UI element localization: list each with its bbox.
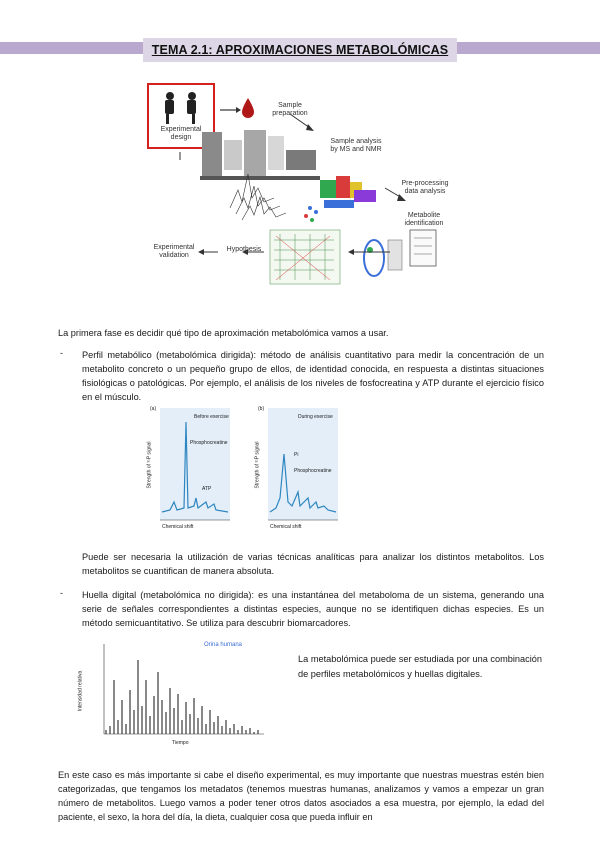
label-hypothesis: Hypothesis bbox=[226, 246, 262, 253]
huella-paragraph: Huella digital (metabolómica no dirigida): es una instantánea del metaboloma de un sistema, generando una serie de señales correspondientes a distintas especies, aunque no se identifiquen dichas especies. Es un método semicuantitativo. Se utiliza para descubrir biomarcadores. bbox=[82, 590, 544, 628]
nmr-b-panel: (b) bbox=[258, 406, 265, 412]
people-icon bbox=[165, 92, 196, 124]
ms-spectrum-figure bbox=[77, 640, 272, 752]
nmr-spectrum-during bbox=[254, 402, 342, 534]
label-analysis: Sample analysis by MS and NMR bbox=[330, 138, 382, 153]
label-validation: Experimental validation bbox=[153, 244, 195, 259]
scatter-plot-icon bbox=[304, 206, 318, 222]
nmr-spectrum-before bbox=[146, 402, 234, 534]
title-box bbox=[143, 38, 457, 62]
molecule-icon bbox=[364, 240, 384, 276]
nmr-a-condition: Before exercise bbox=[194, 414, 229, 420]
nmr-a-yaxis: Strength of ³¹P signal bbox=[146, 441, 153, 489]
nmr-b-xaxis: Chemical shift bbox=[270, 524, 302, 530]
spectra-stack-icon bbox=[230, 174, 286, 220]
ms-yaxis: Intensidad relativa bbox=[77, 670, 84, 712]
nmr-a-peak1: Phosphocreatine bbox=[190, 440, 228, 446]
bullet-dash-2: - bbox=[60, 588, 63, 598]
instruments-icon bbox=[200, 130, 320, 180]
nmr-b-condition: During exercise bbox=[298, 414, 333, 420]
label-design: Experimental design bbox=[160, 126, 202, 141]
bullet-dash: - bbox=[60, 348, 63, 358]
nmr-a-xaxis: Chemical shift bbox=[162, 524, 194, 530]
ms-graphic bbox=[86, 640, 272, 752]
ms-xaxis: Tiempo bbox=[172, 740, 189, 746]
disenio-paragraph: En este caso es más importante si cabe el diseño experimental, es muy importante que nuestras muestras estén bien categorizadas, que tengamos los metadatos (tenemos muestras humanas, analizamos y vamos a empezar un gran número de metabolitos. Luego vamos a poder tener otros datos asociados a esa muestra, por ejemplo, la edad del paciente, el sexo, la hora del día, la dieta, cualquier cosa que pueda influir en bbox=[58, 770, 544, 822]
page-title: TEMA 2.1: APROXIMACIONES METABOLÓMICAS bbox=[151, 43, 449, 57]
intro-paragraph: La primera fase es decidir qué tipo de aproximación metabolómica vamos a usar. bbox=[58, 328, 389, 338]
metabolomics-workflow-figure bbox=[140, 80, 460, 300]
label-identification: Metabolite identification bbox=[404, 212, 444, 227]
nmr-a-peak2: ATP bbox=[202, 486, 212, 492]
blood-drop-icon bbox=[242, 98, 254, 118]
combinacion-paragraph: La metabolómica puede ser estudiada por una combinación de perfiles metabolómicos y huellas digitales. bbox=[298, 654, 542, 679]
nmr-b-yaxis: Strength of ³¹P signal bbox=[254, 441, 261, 489]
database-icon bbox=[388, 230, 436, 270]
heatmap-icon bbox=[320, 176, 376, 208]
nmr-b-peak1: Pi bbox=[294, 452, 299, 458]
ms-title: Orina humana bbox=[204, 642, 243, 648]
label-preproc: Pre-processing data analysis bbox=[401, 180, 449, 195]
tecnicas-paragraph: Puede ser necesaria la utilización de varias técnicas analíticas para analizar los distintos metabolitos. Los metabolitos se cuantifican de manera absoluta. bbox=[82, 552, 544, 576]
nmr-a-graphic bbox=[150, 402, 234, 534]
perfil-paragraph: Perfil metabólico (metabolómica dirigida): método de análisis cuantitativo para medir la concentración de un metabolito concreto o un pequeño grupo de ellos, de identidad conocida, en respuesta a distintas situaciones fisiológicas o patológicas. Por ejemplo, el análisis de los niveles de fosfocreatina y ATP durante el ejercicio físico en el músculo. bbox=[82, 350, 544, 402]
network-icon bbox=[270, 230, 340, 284]
nmr-a-panel: (a) bbox=[150, 406, 157, 412]
nmr-b-peak2: Phosphocreatine bbox=[294, 468, 332, 474]
label-prep: Sample preparation bbox=[272, 102, 308, 117]
